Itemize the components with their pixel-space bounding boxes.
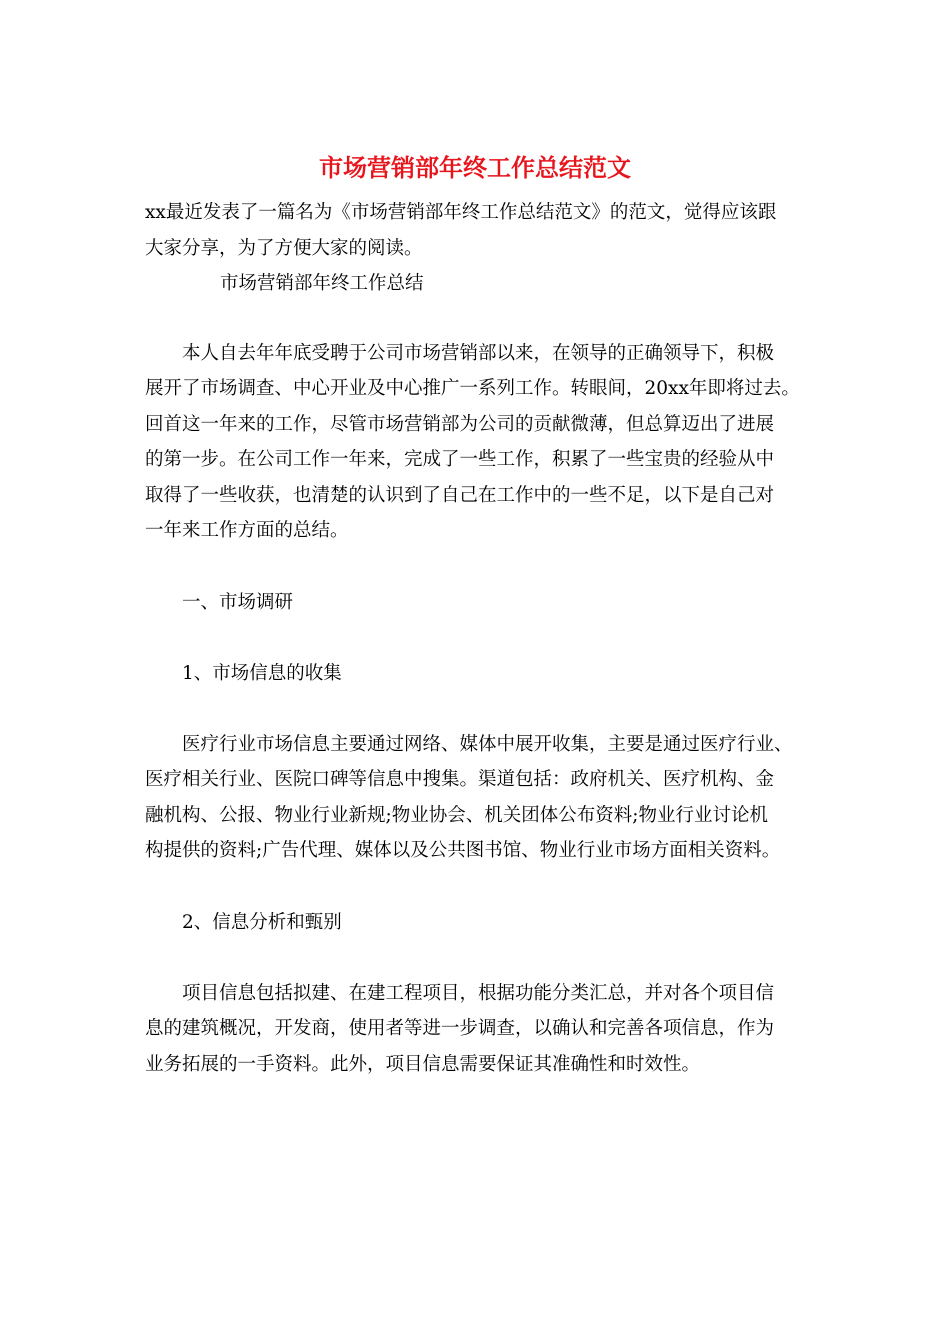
document-title: 市场营销部年终工作总结范文	[319, 153, 631, 182]
paragraph2-line-3: 融机构、公报、物业行业新规;物业协会、机关团体公布资料;物业行业讨论机	[145, 805, 768, 826]
paragraph1-line-1: 本人自去年年底受聘于公司市场营销部以来，在领导的正确领导下，积极	[182, 343, 775, 364]
paragraph1-line-5: 取得了一些收获，也清楚的认识到了自己在工作中的一些不足，以下是自己对	[145, 485, 775, 506]
intro-line-2: 大家分享，为了方便大家的阅读。	[145, 238, 423, 259]
intro-line-1: xx最近发表了一篇名为《市场营销部年终工作总结范文》的范文，觉得应该跟	[145, 202, 777, 223]
paragraph3-line-2: 息的建筑概况，开发商，使用者等进一步调查，以确认和完善各项信息，作为	[145, 1018, 775, 1039]
sub2-heading: 2、信息分析和甄别	[182, 912, 342, 933]
paragraph1-line-3: 回首这一年来的工作，尽管市场营销部为公司的贡献微薄，但总算迈出了进展	[145, 414, 775, 435]
paragraph1-line-2: 展开了市场调查、中心开业及中心推广一系列工作。转眼间，20xx年即将过去。	[145, 378, 800, 399]
paragraph3-line-1: 项目信息包括拟建、在建工程项目，根据功能分类汇总，并对各个项目信	[182, 983, 775, 1004]
paragraph1-line-4: 的第一步。在公司工作一年来，完成了一些工作，积累了一些宝贵的经验从中	[145, 449, 775, 470]
paragraph1-line-6: 一年来工作方面的总结。	[145, 520, 349, 541]
paragraph3-line-3: 业务拓展的一手资料。此外，项目信息需要保证其准确性和时效性。	[145, 1054, 701, 1075]
section1-heading: 一、市场调研	[182, 592, 294, 613]
paragraph2-line-4: 构提供的资料;广告代理、媒体以及公共图书馆、物业行业市场方面相关资料。	[145, 840, 781, 861]
document-subtitle: 市场营销部年终工作总结	[220, 273, 424, 294]
paragraph2-line-1: 医疗行业市场信息主要通过网络、媒体中展开收集，主要是通过医疗行业、	[182, 734, 793, 755]
paragraph2-line-2: 医疗相关行业、医院口碑等信息中搜集。渠道包括：政府机关、医疗机构、金	[145, 769, 775, 790]
sub1-heading: 1、市场信息的收集	[182, 663, 342, 684]
